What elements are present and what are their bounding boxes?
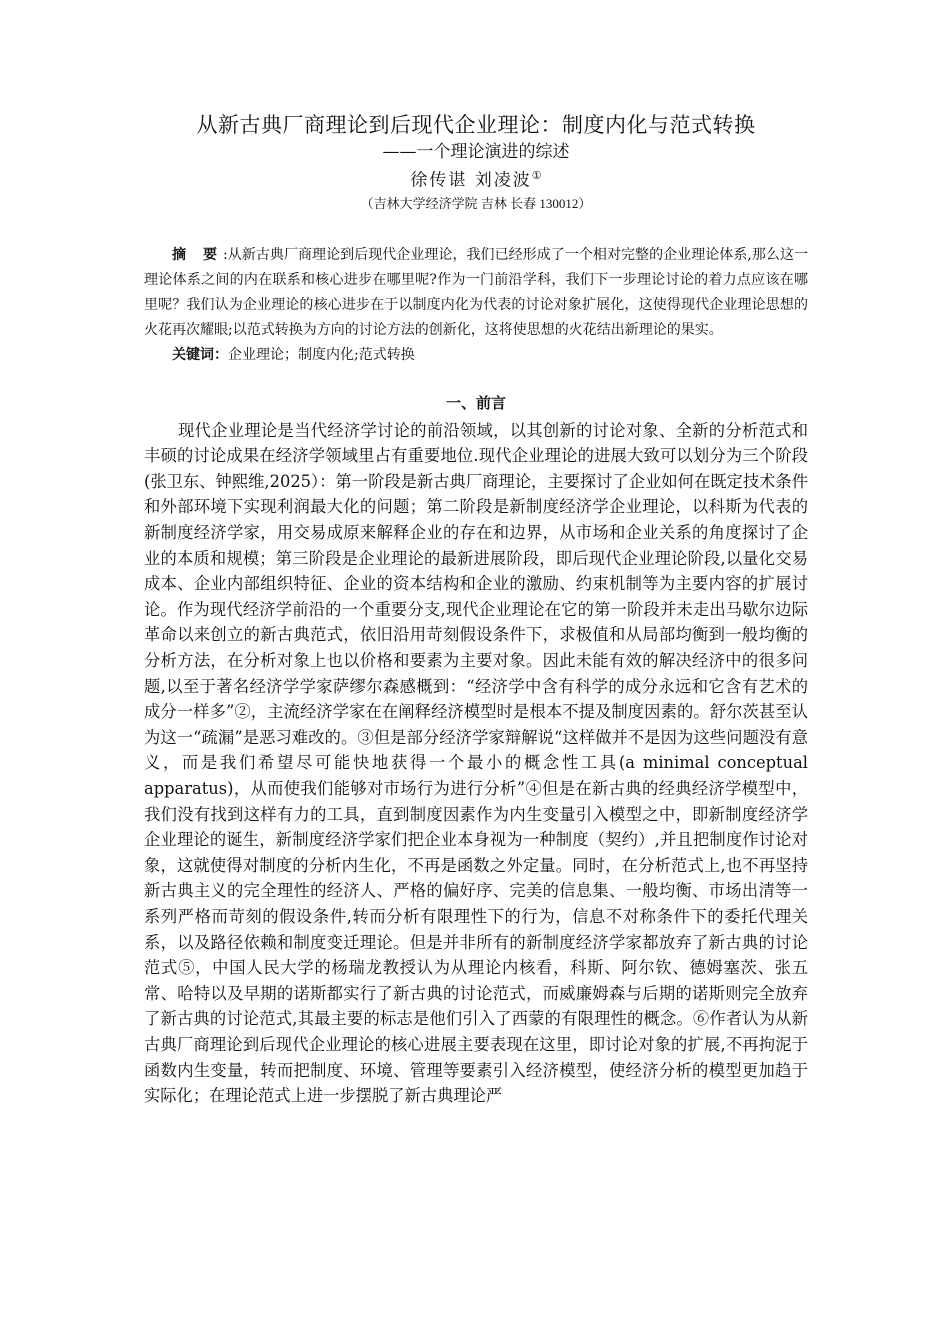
author-footnote-mark: ① — [531, 169, 542, 182]
abstract-text: :从新古典厂商理论到后现代企业理论，我们已经形成了一个相对完整的企业理论体系,那么这一理论体系之间的内在联系和核心进步在哪里呢?作为一门前沿学科，我们下一步理论讨论的着力点应该在哪里呢？我们认为企业理论的核心进步在于以制度内化为代表的讨论对象扩展化，这使得现代企业理论思想的火花再次耀眼;以范式转换为方向的讨论方法的创新化，这将使思想的火花结出新理论的果实。 — [144, 246, 809, 338]
abstract — [144, 243, 808, 343]
author-names: 徐传谌 刘凌波 — [410, 170, 532, 191]
keywords-label: 关键词： — [172, 346, 228, 363]
paper-authors — [144, 164, 808, 193]
keywords — [144, 343, 808, 368]
section-body-paragraph: 现代企业理论是当代经济学讨论的前沿领域，以其创新的讨论对象、全新的分析范式和丰硕的讨论成果在经济学领域里占有重要地位.现代企业理论的进展大致可以划分为三个阶段(张卫东、钟熙维,2025）：第一阶段是新古典厂商理论，主要探讨了企业如何在既定技术条件和外部环境下实现利润最大化的问题；第二阶段是新制度经济学企业理论，以科斯为代表的新制度经济学家，用交易成原来解释企业的存在和边界，从市场和企业关系的角度探讨了企业的本质和规模；第三阶段是企业理论的最新进展阶段，即后现代企业理论阶段,以量化交易成本、企业内部组织特征、企业的资本结构和企业的激励、约束机制等为主要内容的扩展讨论。作为现代经济学前沿的一个重要分支,现代企业理论在它的第一阶段并未走出马歇尔边际革命以来创立的新古典范式，依旧沿用苛刻假设条件下，求极值和从局部均衡到一般均衡的分析方法，在分析对象上也以价格和要素为主要对象。因此未能有效的解决经济中的很多问题,以至于著名经济学学家萨缪尔森感概到：“经济学中含有科学的成分永远和它含有艺术的成分一样多”②，主流经济学家在在阐释经济模型时是根本不提及制度因素的。舒尔茨甚至认为这一“疏漏”是恶习难改的。③但是部分经济学家辩解说“这样做并不是因为这些问题没有意义，而是我们希望尽可能快地获得一个最小的概念性工具(a minimal conceptual apparatus)，从而使我们能够对市场行为进行分析”④但是在新古典的经典经济学模型中，我们没有找到这样有力的工具，直到制度因素作为内生变量引入模型之中，即新制度经济学企业理论的诞生，新制度经济学家们把企业本身视为一种制度（契约）,并且把制度作讨论对象，这就使得对制度的分析内生化，不再是函数之外定量。同时，在分析范式上,也不再坚持新古典主义的完全理性的经济人、严格的偏好序、完美的信息集、一般均衡、市场出清等一系列严格而苛刻的假设条件,转而分析有限理性下的行为，信息不对称条件下的委托代理关系，以及路径依赖和制度变迁理论。但是并非所有的新制度经济学家都放弃了新古典的讨论范式⑤，中国人民大学的杨瑞龙教授认为从理论内核看，科斯、阿尔钦、德姆塞茨、张五常、哈特以及早期的诺斯都实行了新古典的讨论范式，而威廉姆森与后期的诺斯则完全放弃了新古典的讨论范式,其最主要的标志是他们引入了西蒙的有限理性的概念。⑥作者认为从新古典厂商理论到后现代企业理论的核心进展主要表现在这里，即讨论对象的扩展,不再拘泥于函数内生变量，转而把制度、环境、管理等要素引入经济模型，使经济分析的模型更加趋于实际化；在理论范式上进一步摆脱了新古典理论严 — [144, 420, 808, 1106]
section-heading-introduction: 一、前言 — [445, 393, 506, 412]
abstract-label: 摘 要 — [172, 246, 224, 263]
paper-affiliation: （吉林大学经济学院 吉林 长春 130012） — [360, 195, 592, 211]
keywords-text: 企业理论；制度内化;范式转换 — [228, 346, 415, 363]
paper-subtitle: ——一个理论演进的综述 — [382, 142, 570, 162]
paper-page — [144, 110, 808, 1109]
paper-title: 从新古典厂商理论到后现代企业理论：制度内化与范式转换 — [196, 113, 756, 137]
